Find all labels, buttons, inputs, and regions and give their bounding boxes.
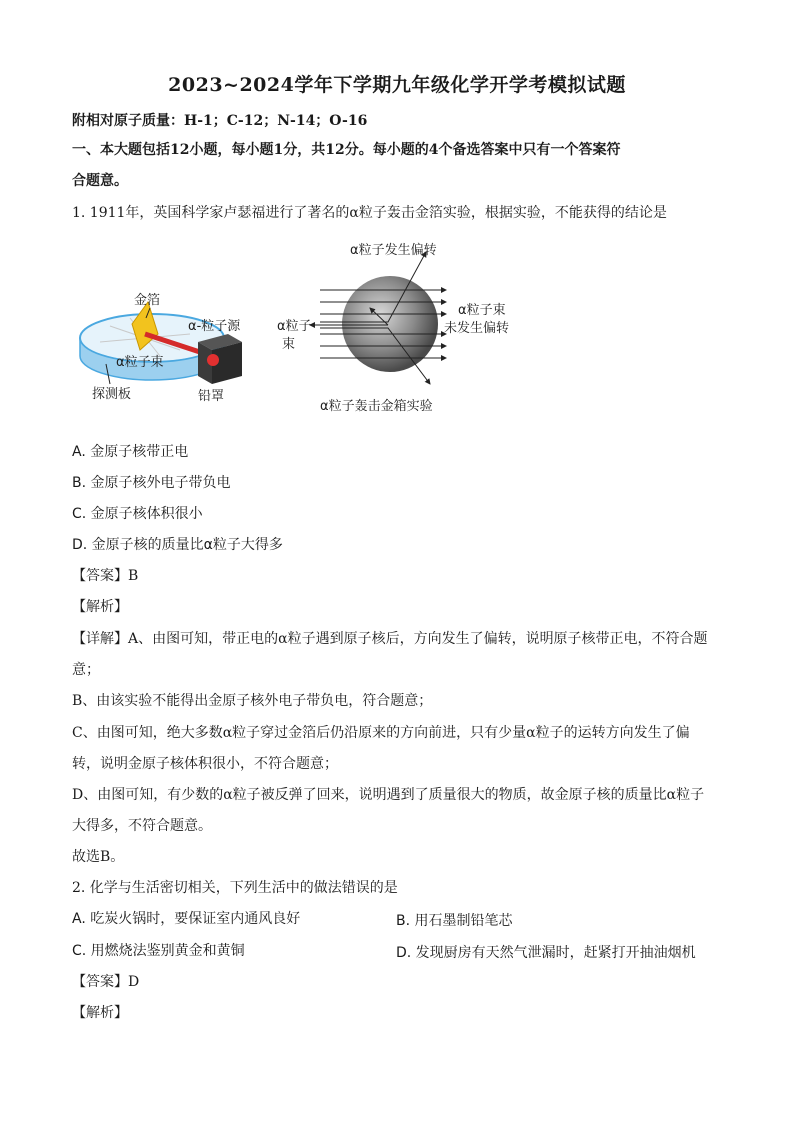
label-alpha-source: α-粒子源 [188, 319, 241, 334]
q1-analysis-label: 【解析】 [72, 599, 128, 615]
q2-option-a: A. 吃炭火锅时，要保证室内通风良好 [72, 911, 301, 927]
lead-box-shape [198, 334, 242, 384]
label-beam-left-2: 束 [282, 337, 296, 352]
page-title: 2023~2024学年下学期九年级化学开学考模拟试题 [168, 74, 626, 96]
q1-option-b: B. 金原子核外电子带负电 [72, 475, 231, 491]
q2-option-c: C. 用燃烧法鉴别黄金和黄铜 [72, 943, 245, 959]
q1-option-d: D. 金原子核的质量比α粒子大得多 [72, 537, 283, 553]
label-lead-box: 铅罩 [198, 389, 225, 404]
rutherford-figure [70, 238, 530, 418]
q1-detail-7: 大得多，不符合题意。 [72, 818, 212, 834]
q1-detail-3: B、由该实验不能得出金原子核外电子带负电，符合题意； [72, 693, 433, 709]
q2-option-d: D. 发现厨房有天然气泄漏时，赶紧打开抽油烟机 [396, 945, 696, 961]
q1-stem: 1. 1911年，英国科学家卢瑟福进行了著名的α粒子轰击金箔实验，根据实验，不能获得的结论是 [72, 205, 667, 221]
q1-detail-2: 意； [72, 662, 100, 678]
label-beam-left-1: α粒子 [277, 319, 312, 334]
section-heading-line1: 一、本大题包括12小题，每小题1分，共12分。每小题的4个备选答案中只有一个答案符 [72, 142, 621, 158]
q1-detail-1: 【详解】A、由图可知，带正电的α粒子遇到原子核后，方向发生了偏转，说明原子核带正电，不符合题 [72, 631, 708, 647]
q1-option-c: C. 金原子核体积很小 [72, 506, 203, 522]
q2-answer: 【答案】D [72, 974, 140, 990]
q1-conclusion: 故选B。 [72, 849, 125, 865]
q1-option-a: A. 金原子核带正电 [72, 444, 189, 460]
q1-detail-4: C、由图可知，绝大多数α粒子穿过金箔后仍沿原来的方向前进，只有少量α粒子的运转方向发生了偏 [72, 725, 690, 741]
q1-detail-6: D、由图可知，有少数的α粒子被反弹了回来，说明遇到了质量很大的物质，故金原子核的质量比α粒子 [72, 787, 705, 803]
label-figure-caption: α粒子轰击金箱实验 [320, 399, 433, 414]
q1-detail-5: 转，说明金原子核体积很小，不符合题意； [72, 756, 338, 772]
label-alpha-beam: α粒子束 [116, 355, 164, 370]
q1-answer: 【答案】B [72, 568, 139, 584]
q2-option-b: B. 用石墨制铅笔芯 [396, 913, 513, 929]
label-deflected: α粒子发生偏转 [350, 243, 437, 258]
q2-analysis-label: 【解析】 [72, 1005, 128, 1021]
label-gold-foil: 金箔 [134, 293, 161, 308]
label-undeflected-2: 未发生偏转 [444, 321, 510, 336]
section-heading-line2: 合题意。 [72, 173, 128, 189]
label-undeflected-1: α粒子束 [458, 303, 506, 318]
atomic-mass-note: 附相对原子质量：H-1；C-12；N-14；O-16 [72, 113, 368, 129]
q2-stem: 2. 化学与生活密切相关，下列生活中的做法错误的是 [72, 880, 398, 896]
label-detector: 探测板 [92, 387, 132, 402]
